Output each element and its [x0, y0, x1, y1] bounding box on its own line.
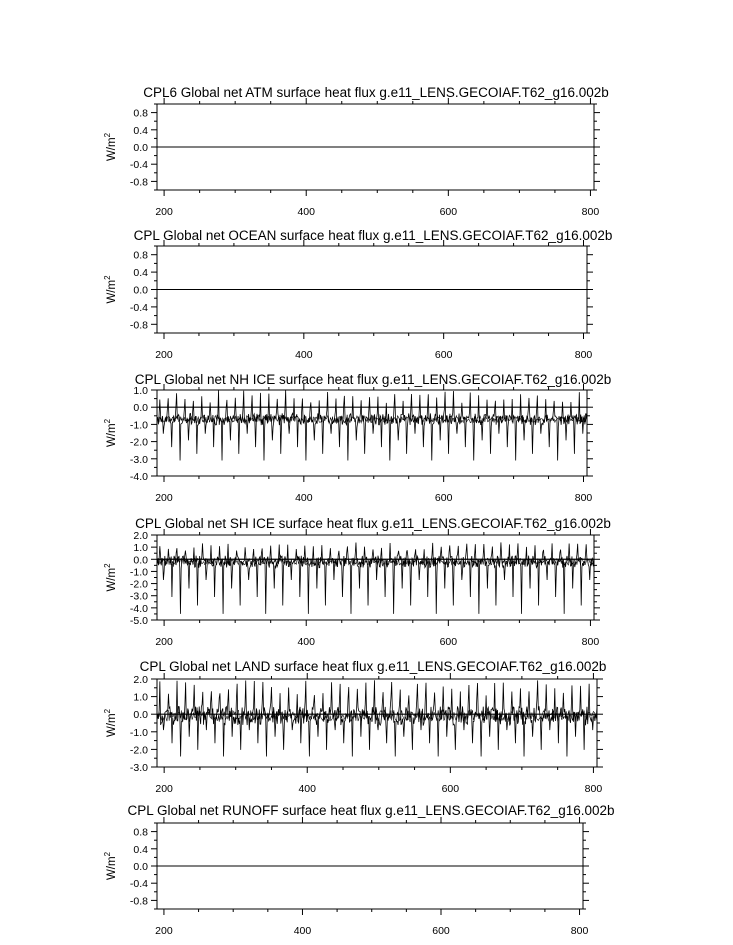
panel-title: CPL Global net OCEAN surface heat flux g.e11_LENS.GECOIAF.T62_g16.002b [133, 228, 613, 243]
y-tick-label: 0.0 [133, 142, 148, 154]
x-tick-label: 400 [297, 206, 315, 218]
y-tick-label: 1.0 [133, 385, 148, 397]
y-axis-label [103, 418, 118, 447]
x-tick-label: 600 [434, 349, 453, 361]
y-tick-label: -2.0 [129, 436, 148, 449]
y-axis-unit-exponent: 2 [103, 708, 112, 714]
y-tick-label: -1.0 [129, 566, 148, 579]
y-tick-label: 0.8 [133, 249, 148, 262]
x-tick-label: 600 [434, 492, 453, 504]
y-axis-unit-exponent: 2 [103, 275, 112, 280]
y-tick-label: -3.0 [129, 762, 148, 774]
x-tick-label: 200 [155, 636, 173, 648]
y-axis-unit: W/m [106, 137, 118, 162]
x-tick-label: 600 [439, 636, 458, 648]
y-tick-label: -0.8 [129, 176, 148, 189]
x-tick-label: 600 [439, 206, 458, 218]
panel-1 [103, 85, 609, 218]
panel-title: CPL Global net NH ICE surface heat flux g.e11_LENS.GECOIAF.T62_g16.002b [134, 372, 612, 387]
y-axis-unit-exponent: 2 [103, 132, 112, 138]
x-tick-label: 400 [293, 925, 312, 937]
panel-6 [103, 803, 615, 937]
y-tick-label: -5.0 [129, 615, 148, 627]
y-axis-label [103, 563, 118, 592]
y-tick-label: 0.4 [133, 843, 148, 856]
y-axis-unit-exponent: 2 [103, 418, 112, 424]
y-tick-label: 0.8 [133, 107, 148, 120]
y-tick-label: -3.0 [129, 590, 148, 603]
y-tick-label: -0.8 [129, 319, 148, 332]
x-tick-label: 600 [432, 925, 450, 937]
x-tick-label: 200 [155, 783, 173, 795]
y-tick-label: -3.0 [129, 453, 148, 466]
series-line [157, 390, 587, 460]
x-tick-label: 200 [155, 206, 173, 218]
y-tick-label: 0.0 [133, 709, 148, 722]
y-axis-unit: W/m [106, 856, 118, 881]
y-axis-unit: W/m [106, 567, 118, 592]
x-tick-label: 800 [581, 636, 600, 648]
y-tick-label: 0.0 [133, 284, 148, 297]
x-tick-label: 200 [155, 349, 173, 361]
y-tick-label: 0.4 [133, 124, 148, 137]
y-tick-label: 0.0 [133, 402, 148, 415]
y-tick-label: 0.4 [133, 267, 148, 280]
x-tick-label: 200 [155, 925, 173, 937]
panel-4 [103, 516, 611, 648]
x-tick-label: 400 [295, 349, 313, 361]
x-tick-label: 800 [574, 492, 593, 504]
panel-3 [103, 372, 611, 504]
x-tick-label: 800 [584, 783, 603, 795]
y-axis-label [103, 851, 118, 880]
y-axis-label [103, 275, 118, 304]
series-line [157, 542, 594, 614]
y-tick-label: -1.0 [129, 726, 148, 739]
x-tick-label: 400 [295, 492, 313, 504]
panel-title: CPL Global net RUNOFF surface heat flux g.e11_LENS.GECOIAF.T62_g16.002b [127, 803, 615, 818]
y-tick-label: 0.0 [133, 861, 148, 873]
panel-title: CPL Global net LAND surface heat flux g.e11_LENS.GECOIAF.T62_g16.002b [139, 659, 607, 674]
y-tick-label: 0.8 [133, 826, 148, 839]
y-tick-label: -4.0 [129, 471, 148, 483]
x-tick-label: 400 [298, 783, 317, 795]
x-tick-label: 800 [570, 925, 589, 937]
y-tick-label: -1.0 [129, 419, 148, 432]
panel-title: CPL6 Global net ATM surface heat flux g.e11_LENS.GECOIAF.T62_g16.002b [143, 85, 609, 100]
y-tick-label: -0.4 [129, 878, 148, 891]
x-tick-label: 800 [574, 349, 593, 361]
y-axis-unit-exponent: 2 [103, 563, 112, 568]
y-tick-label: 2.0 [133, 530, 148, 542]
y-axis-label [103, 132, 118, 161]
y-axis-unit: W/m [106, 279, 118, 304]
y-axis-unit-exponent: 2 [103, 851, 112, 857]
y-tick-label: -0.8 [129, 895, 148, 908]
panel-2 [103, 228, 612, 361]
y-tick-label: -4.0 [129, 602, 148, 615]
panel-5 [103, 659, 606, 795]
panel-title: CPL Global net SH ICE surface heat flux g.e11_LENS.GECOIAF.T62_g16.002b [135, 516, 611, 531]
x-tick-label: 200 [155, 492, 173, 504]
x-tick-label: 800 [581, 206, 600, 218]
y-tick-label: -2.0 [129, 744, 148, 757]
y-tick-label: -0.4 [129, 159, 148, 172]
y-tick-label: 0.0 [133, 554, 148, 567]
y-tick-label: -0.4 [129, 301, 148, 314]
x-tick-label: 600 [441, 783, 460, 795]
y-axis-label [103, 708, 118, 737]
y-axis-unit: W/m [106, 713, 118, 738]
y-tick-label: 1.0 [133, 691, 148, 704]
y-tick-label: -2.0 [129, 578, 148, 591]
y-tick-label: 1.0 [133, 542, 148, 555]
y-tick-label: 2.0 [133, 674, 148, 686]
y-axis-unit: W/m [106, 423, 118, 448]
x-tick-label: 400 [297, 636, 315, 648]
